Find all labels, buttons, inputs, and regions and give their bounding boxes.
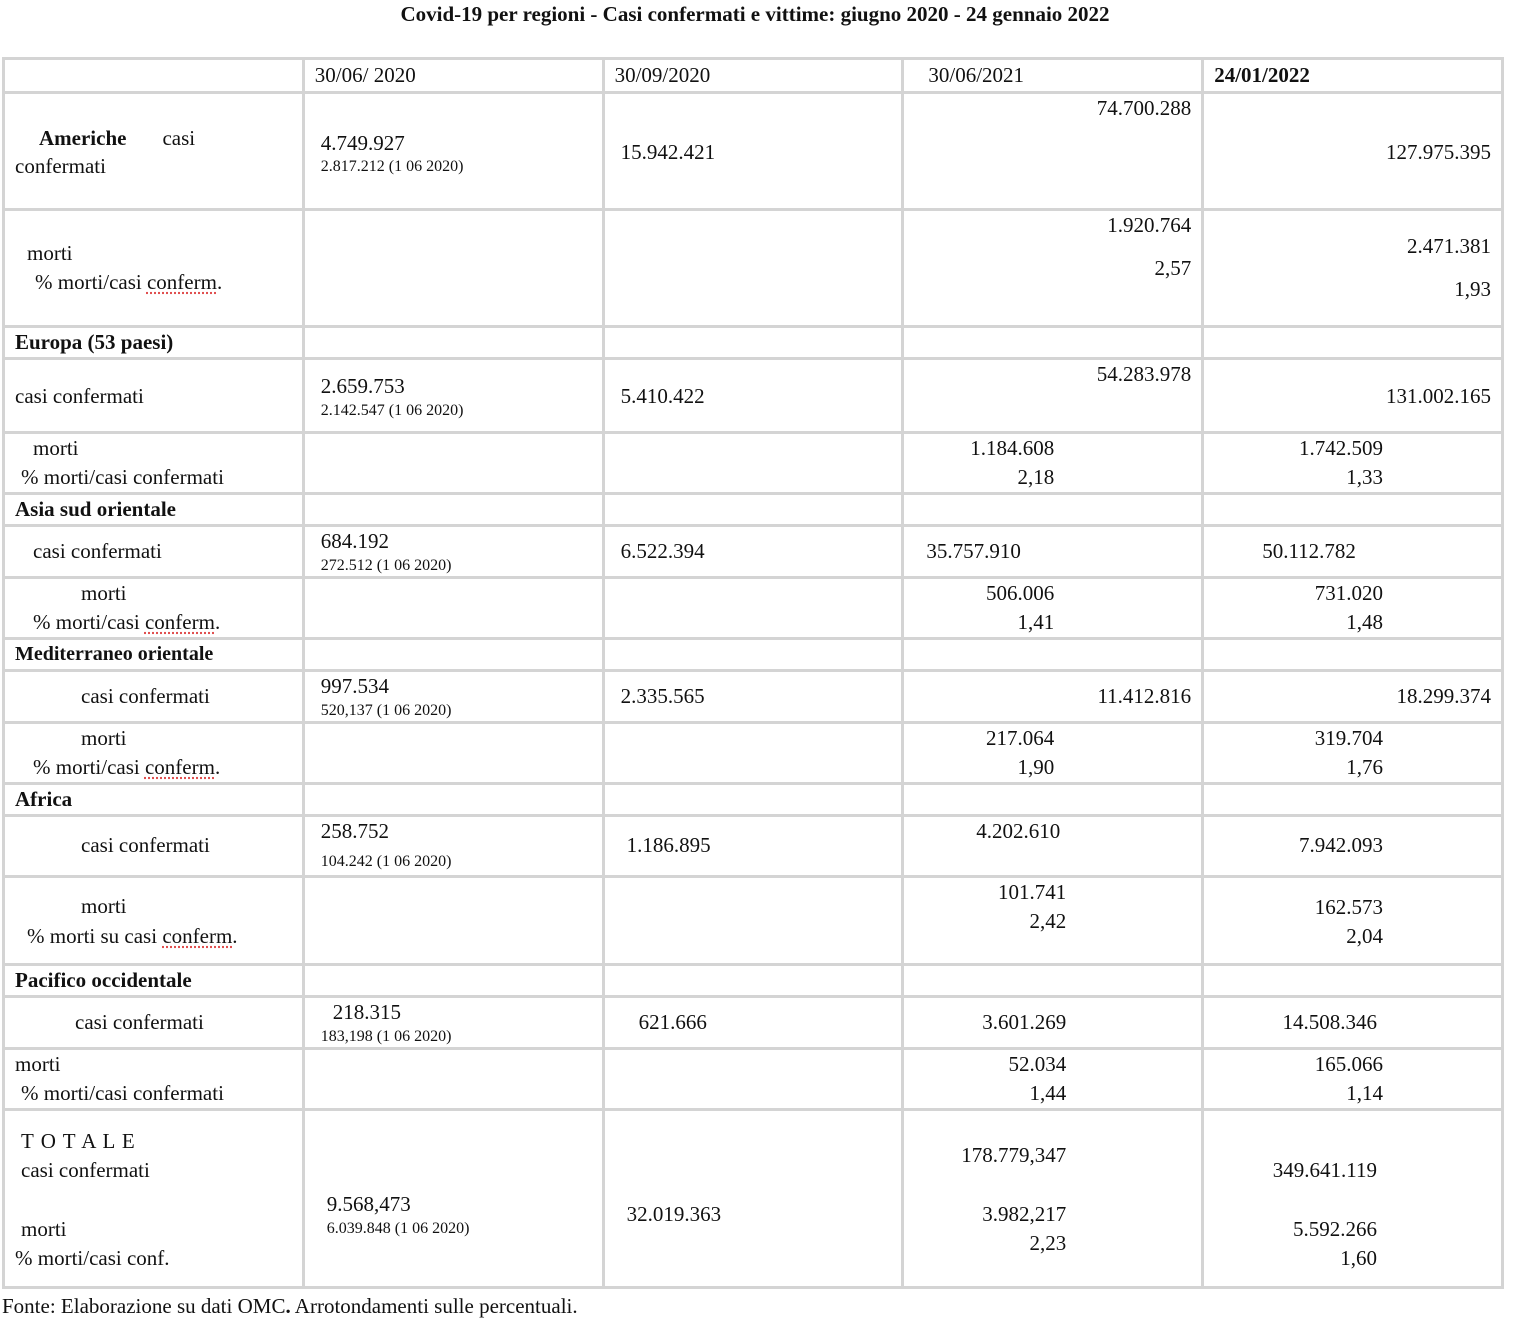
medit-morti-row	[4, 723, 1503, 784]
region-name: Americhe	[39, 126, 127, 150]
cell	[603, 526, 903, 578]
cell	[1203, 210, 1503, 327]
cell	[303, 877, 603, 965]
value: 7.942.093	[1299, 833, 1383, 857]
value: 54.283.978	[1096, 362, 1192, 386]
region-name: Asia sud orientale	[15, 497, 177, 521]
americhe-casi-row	[4, 93, 1503, 210]
africa-morti-row	[4, 877, 1503, 965]
value: 131.002.165	[1386, 384, 1491, 408]
value: 1,33	[1346, 465, 1383, 489]
asia-morti-row	[4, 578, 1503, 639]
value: 9.568,473	[326, 1192, 411, 1216]
row-label	[4, 784, 304, 816]
cell	[903, 877, 1203, 965]
row-label	[4, 965, 304, 997]
value: 6.522.394	[620, 539, 705, 563]
value: 621.666	[638, 1010, 707, 1034]
cell	[903, 1049, 1203, 1110]
cell	[303, 433, 603, 494]
cell	[1203, 639, 1503, 671]
header-row	[4, 59, 1503, 93]
sub-value: 2.142.547 (1 06 2020)	[320, 402, 464, 419]
cell	[1203, 816, 1503, 877]
value: 32.019.363	[626, 1202, 722, 1226]
label-text: confermati	[15, 154, 106, 178]
row-label	[4, 578, 304, 639]
value: 1,48	[1346, 610, 1383, 634]
cell	[903, 639, 1203, 671]
cell	[1203, 93, 1503, 210]
cell	[903, 327, 1203, 359]
cell	[903, 93, 1203, 210]
value: 1,60	[1340, 1246, 1377, 1270]
cell	[603, 210, 903, 327]
value: 3.982,217	[982, 1202, 1067, 1226]
row-label	[4, 997, 304, 1049]
header-text: 30/06/2021	[928, 63, 1025, 87]
label-line	[39, 124, 195, 153]
label-text: % morti/casi confermati	[21, 1081, 224, 1105]
header-cell-empty	[4, 59, 304, 93]
cell	[603, 578, 903, 639]
value: 162.573	[1314, 895, 1383, 919]
americhe-morti-row	[4, 210, 1503, 327]
sub-value: 183,198 (1 06 2020)	[320, 1028, 452, 1045]
header-cell-2020-09	[603, 59, 903, 93]
value: 4.202.610	[976, 819, 1061, 843]
cell	[603, 965, 903, 997]
cell	[603, 784, 903, 816]
cell	[903, 997, 1203, 1049]
cell	[1203, 877, 1503, 965]
label-text: % morti/casi	[33, 610, 145, 634]
value: 2.659.753	[320, 374, 405, 398]
label-text: casi confermati	[21, 1158, 150, 1182]
row-label	[4, 93, 304, 210]
africa-heading-row	[4, 784, 1503, 816]
row-label	[4, 1110, 304, 1288]
page-title: Covid-19 per regioni - Casi confermati e vittime: giugno 2020 - 24 gennaio 2022	[400, 2, 1110, 26]
cell	[1203, 578, 1503, 639]
header-cell-2021-06	[903, 59, 1203, 93]
cell	[603, 359, 903, 433]
cell	[903, 816, 1203, 877]
label-text: conferm	[144, 610, 215, 634]
cell	[603, 723, 903, 784]
value: 5.592.266	[1293, 1217, 1377, 1241]
value: 11.412.816	[1097, 684, 1192, 708]
cell	[1203, 327, 1503, 359]
cell	[303, 723, 603, 784]
europa-heading-row	[4, 327, 1503, 359]
source-note	[2, 1294, 578, 1319]
value: 997.534	[320, 674, 390, 698]
cell	[603, 93, 903, 210]
cell	[903, 723, 1203, 784]
sub-value: 104.242 (1 06 2020)	[320, 853, 452, 870]
cell	[903, 526, 1203, 578]
cell	[1203, 359, 1503, 433]
pacifico-morti-row	[4, 1049, 1503, 1110]
cell	[1203, 433, 1503, 494]
cell	[903, 359, 1203, 433]
cell	[903, 210, 1203, 327]
label-text: % morti/casi confermati	[21, 465, 224, 489]
value: 2,57	[1154, 256, 1192, 280]
value: 3.601.269	[982, 1010, 1067, 1034]
value: 217.064	[985, 726, 1055, 750]
value: 1,44	[1029, 1081, 1067, 1105]
cell	[303, 327, 603, 359]
region-name: Pacifico occidentale	[15, 968, 192, 992]
value: 101.741	[997, 880, 1067, 904]
cell	[603, 671, 903, 723]
label-text: T O T A L E	[21, 1129, 136, 1153]
label-text: casi confermati	[33, 539, 162, 563]
value: 1,14	[1346, 1081, 1383, 1105]
cell	[903, 671, 1203, 723]
value: 258.752	[320, 819, 390, 843]
value: 1,93	[1454, 277, 1491, 301]
label-line	[33, 753, 220, 782]
value: 52.034	[1008, 1052, 1067, 1076]
cell	[1203, 1110, 1503, 1288]
source-text: .	[285, 1294, 291, 1318]
label-line	[27, 922, 238, 951]
europa-morti-row	[4, 433, 1503, 494]
label-text: % morti su casi	[27, 924, 163, 948]
cell	[303, 1110, 603, 1288]
value: 1,41	[1017, 610, 1055, 634]
cell	[303, 1049, 603, 1110]
value: 1.184.608	[970, 436, 1055, 460]
label-text: casi confermati	[81, 833, 210, 857]
label-text: morti	[81, 726, 127, 750]
value: 127.975.395	[1386, 140, 1491, 164]
africa-casi-row	[4, 816, 1503, 877]
label-text: % morti/casi	[33, 755, 145, 779]
cell	[1203, 526, 1503, 578]
pacifico-casi-row	[4, 997, 1503, 1049]
source-text: Fonte: Elaborazione su dati OMC	[2, 1294, 286, 1318]
cell	[303, 816, 603, 877]
value: 2.471.381	[1407, 234, 1491, 258]
label-text: conferm	[144, 755, 215, 779]
row-label	[4, 877, 304, 965]
label-text: .	[214, 755, 221, 779]
row-label	[4, 639, 304, 671]
europa-casi-row	[4, 359, 1503, 433]
medit-casi-row	[4, 671, 1503, 723]
region-name: Africa	[15, 787, 73, 811]
value: 35.757.910	[926, 539, 1021, 563]
cell	[603, 997, 903, 1049]
source-text: Arrotondamenti sulle percentuali.	[290, 1294, 578, 1318]
label-line	[33, 608, 220, 637]
cell	[603, 327, 903, 359]
value: 50.112.782	[1262, 539, 1356, 563]
cell	[303, 93, 603, 210]
cell	[303, 671, 603, 723]
row-label	[4, 327, 304, 359]
value: 684.192	[320, 529, 390, 553]
cell	[603, 494, 903, 526]
value: 2,04	[1346, 924, 1383, 948]
row-label	[4, 816, 304, 877]
row-label	[4, 210, 304, 327]
value: 178.779,347	[961, 1143, 1067, 1167]
label-line	[35, 268, 222, 297]
value: 1.742.509	[1299, 436, 1383, 460]
asia-heading-row	[4, 494, 1503, 526]
value: 1,76	[1346, 755, 1383, 779]
value: 1.186.895	[626, 833, 711, 857]
label-text: .	[216, 270, 223, 294]
totale-row	[4, 1110, 1503, 1288]
cell	[903, 965, 1203, 997]
header-text: 30/06/ 2020	[314, 63, 416, 87]
cell	[303, 526, 603, 578]
sub-value: 520,137 (1 06 2020)	[320, 702, 452, 719]
label-text: morti	[33, 436, 79, 460]
sub-value: 2.817.212 (1 06 2020)	[320, 158, 464, 175]
cell	[603, 1110, 903, 1288]
medit-heading-row	[4, 639, 1503, 671]
cell	[303, 997, 603, 1049]
row-label	[4, 723, 304, 784]
value: 74.700.288	[1096, 96, 1192, 120]
value: 2.335.565	[620, 684, 705, 708]
covid-table	[2, 57, 1504, 1289]
label-text: morti	[21, 1217, 67, 1241]
value: 1.920.764	[1107, 213, 1192, 237]
cell	[603, 433, 903, 494]
row-label	[4, 359, 304, 433]
pacifico-heading-row	[4, 965, 1503, 997]
cell	[903, 578, 1203, 639]
cell	[603, 639, 903, 671]
cell	[303, 784, 603, 816]
label-text: casi confermati	[75, 1010, 204, 1034]
cell	[1203, 671, 1503, 723]
cell	[1203, 723, 1503, 784]
value: 349.641.119	[1272, 1158, 1377, 1182]
value: 18.299.374	[1396, 684, 1491, 708]
header-text: 30/09/2020	[614, 63, 711, 87]
label-text: % morti/casi	[35, 270, 147, 294]
value: 2,42	[1029, 909, 1067, 933]
value: 14.508.346	[1282, 1010, 1377, 1034]
cell	[303, 639, 603, 671]
row-label	[4, 1049, 304, 1110]
header-text: 24/01/2022	[1214, 63, 1310, 87]
value: 165.066	[1314, 1052, 1383, 1076]
cell	[1203, 784, 1503, 816]
label-text: morti	[81, 894, 127, 918]
cell	[303, 359, 603, 433]
value: 2,18	[1017, 465, 1055, 489]
cell	[903, 784, 1203, 816]
sub-value: 272.512 (1 06 2020)	[320, 557, 452, 574]
value: 4.749.927	[320, 131, 405, 155]
cell	[603, 1049, 903, 1110]
sub-value: 6.039.848 (1 06 2020)	[326, 1220, 470, 1237]
label-text: casi confermati	[15, 384, 144, 408]
cell	[903, 1110, 1203, 1288]
cell	[1203, 965, 1503, 997]
header-cell-2020-06	[303, 59, 603, 93]
label-text: casi	[162, 126, 196, 150]
value: 5.410.422	[620, 384, 705, 408]
value: 319.704	[1314, 726, 1383, 750]
label-text: .	[232, 924, 238, 948]
cell	[1203, 997, 1503, 1049]
value: 506.006	[985, 581, 1055, 605]
row-label	[4, 671, 304, 723]
value: 2,23	[1029, 1231, 1067, 1255]
label-text: conferm	[146, 270, 217, 294]
value: 1,90	[1017, 755, 1055, 779]
header-cell-2022-01	[1203, 59, 1503, 93]
cell	[303, 494, 603, 526]
asia-casi-row	[4, 526, 1503, 578]
region-name: Mediterraneo orientale	[15, 643, 214, 665]
cell	[303, 578, 603, 639]
row-label	[4, 526, 304, 578]
value: 15.942.421	[620, 140, 716, 164]
cell	[603, 816, 903, 877]
label-text: % morti/casi conf.	[15, 1246, 170, 1270]
row-label	[4, 433, 304, 494]
value: 731.020	[1314, 581, 1383, 605]
label-text: .	[214, 610, 221, 634]
cell	[303, 210, 603, 327]
label-text: conferm	[162, 924, 233, 948]
region-name: Europa (53 paesi)	[15, 330, 174, 354]
row-label	[4, 494, 304, 526]
label-text: morti	[81, 581, 127, 605]
label-text: morti	[15, 1052, 61, 1076]
cell	[903, 433, 1203, 494]
value: 218.315	[332, 1000, 402, 1024]
cell	[1203, 1049, 1503, 1110]
cell	[303, 965, 603, 997]
cell	[603, 877, 903, 965]
cell	[1203, 494, 1503, 526]
label-text: morti	[27, 241, 73, 265]
label-text: casi confermati	[81, 684, 210, 708]
cell	[903, 494, 1203, 526]
